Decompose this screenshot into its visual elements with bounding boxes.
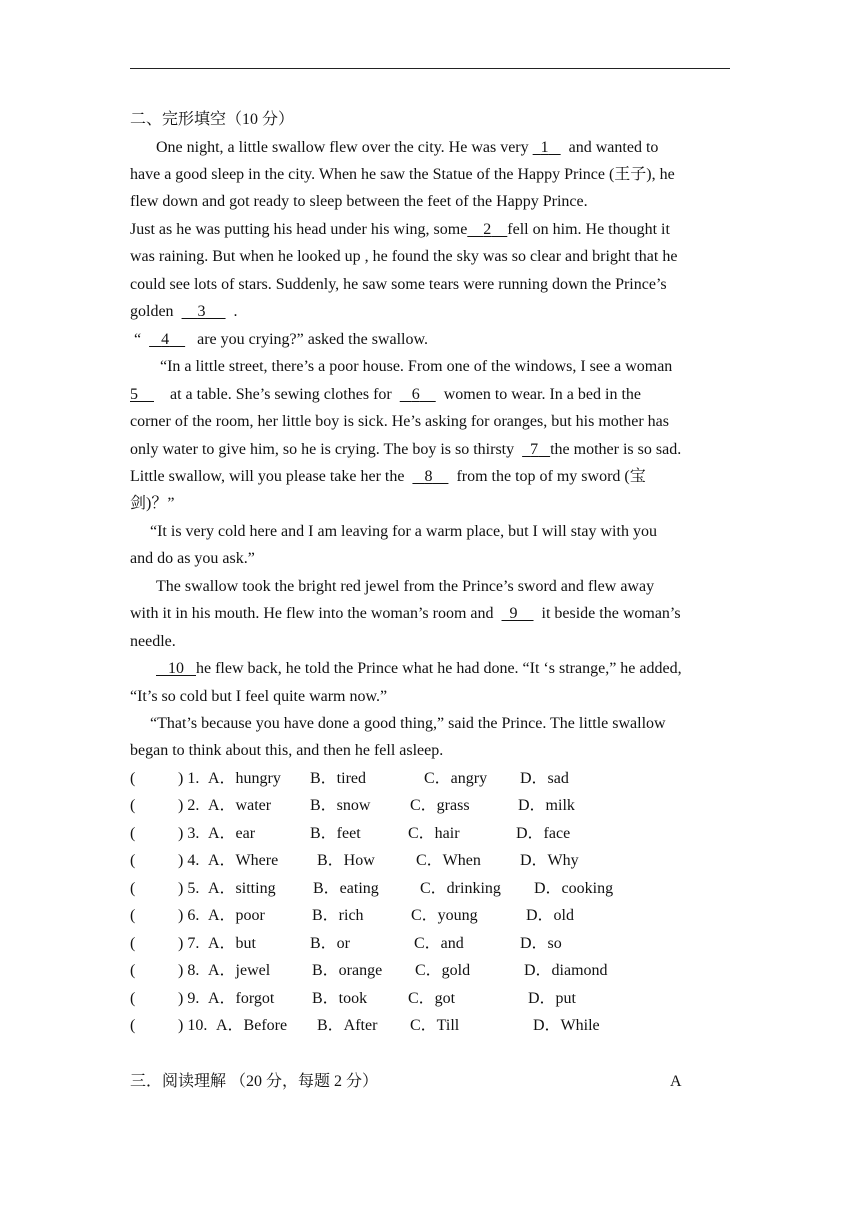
option-c: C．hair xyxy=(408,825,460,842)
option-c: C．got xyxy=(408,990,456,1007)
passage-line: One night, a little swallow flew over the city. He was very 1 and wanted to xyxy=(156,139,659,156)
question-row xyxy=(130,824,750,844)
passage-line: 5 at a table. She’s sewing clothes for 6 women to wear. In a bed in the xyxy=(130,386,641,403)
option-d: D．cooking xyxy=(534,880,614,897)
option-a: A．but xyxy=(208,935,257,952)
passage-line: only water to give him, so he is crying. The boy is so thirsty 7 the mother is so sad. xyxy=(130,441,682,458)
question-number: ) 4. xyxy=(178,852,200,869)
passage-line: have a good sleep in the city. When he saw the Statue of the Happy Prince (王子), he xyxy=(130,166,675,183)
blank-5: 5 xyxy=(130,386,138,403)
question-number: ) 1. xyxy=(178,770,200,787)
option-c: C．angry xyxy=(424,770,488,787)
option-c: C．gold xyxy=(415,962,471,979)
question-row xyxy=(130,851,750,871)
question-row xyxy=(130,1016,750,1036)
question-number: ) 5. xyxy=(178,880,200,897)
question-number: ) 10. xyxy=(178,1017,208,1034)
section2-title: 二、完形填空（10 分） xyxy=(130,111,295,128)
passage-line: 剑)？” xyxy=(130,495,175,512)
option-b: B．rich xyxy=(312,907,364,924)
question-number: ) 7. xyxy=(178,935,200,952)
option-b: B．tired xyxy=(310,770,366,787)
blank-1: 1 xyxy=(540,139,549,156)
option-a: A．Before xyxy=(216,1017,288,1034)
option-b: B．After xyxy=(317,1017,378,1034)
option-a: A．ear xyxy=(208,825,256,842)
option-d: D．diamond xyxy=(524,962,608,979)
passage-line: with it in his mouth. He flew into the woman’s room and 9 it beside the woman’s xyxy=(130,605,681,622)
passage-line: “In a little street, there’s a poor house. From one of the windows, I see a woman xyxy=(160,358,673,375)
option-b: B．snow xyxy=(310,797,371,814)
passage-line: 10 he flew back, he told the Prince what he had done. “It ‘s strange,” he added, xyxy=(156,659,682,679)
option-c: C．When xyxy=(416,852,481,869)
answer-paren-open: ( xyxy=(130,825,136,842)
section3-title: 三．阅读理解 （20 分，每题 2 分） xyxy=(130,1073,379,1090)
answer-paren-open: ( xyxy=(130,1017,136,1034)
option-c: C．grass xyxy=(410,797,470,814)
option-d: D．put xyxy=(528,990,577,1007)
answer-paren-open: ( xyxy=(130,797,136,814)
blank-9: 9 xyxy=(509,605,518,622)
option-a: A．sitting xyxy=(208,880,276,897)
blank-7: 7 xyxy=(530,441,539,458)
answer-paren-open: ( xyxy=(130,852,136,869)
option-b: B．How xyxy=(317,852,375,869)
option-a: A．poor xyxy=(208,907,265,924)
option-c: C．drinking xyxy=(420,880,501,897)
option-d: D．sad xyxy=(520,770,569,787)
blank-8: 8 xyxy=(424,468,433,485)
passage-line: golden 3 . xyxy=(130,303,238,320)
passage-line: Just as he was putting his head under his wing, some 2 fell on him. He thought it xyxy=(130,221,670,238)
option-d: D．so xyxy=(520,935,562,952)
option-d: D．While xyxy=(533,1017,600,1034)
option-d: D．old xyxy=(526,907,575,924)
option-a: A．hungry xyxy=(208,770,281,787)
answer-paren-open: ( xyxy=(130,770,136,787)
header-rule xyxy=(130,68,730,69)
option-c: C．Till xyxy=(410,1017,460,1034)
option-a: A．forgot xyxy=(208,990,275,1007)
option-b: B．or xyxy=(310,935,351,952)
question-number: ) 9. xyxy=(178,990,200,1007)
passage-line: needle. xyxy=(130,633,176,650)
question-number: ) 6. xyxy=(178,907,200,924)
passage-line: and do as you ask.” xyxy=(130,550,255,567)
question-number: ) 2. xyxy=(178,797,200,814)
option-c: C．and xyxy=(414,935,464,952)
option-b: B．feet xyxy=(310,825,361,842)
question-row xyxy=(130,879,750,899)
answer-paren-open: ( xyxy=(130,990,136,1007)
passage-line: began to think about this, and then he fell asleep. xyxy=(130,742,444,759)
question-row xyxy=(130,989,750,1009)
passage-line: flew down and got ready to sleep between the feet of the Happy Prince. xyxy=(130,193,588,210)
blank-10: 10 xyxy=(168,660,184,677)
question-row xyxy=(130,769,750,789)
passage-line: “It is very cold here and I am leaving for a warm place, but I will stay with you xyxy=(150,523,657,540)
question-row xyxy=(130,934,750,954)
answer-paren-open: ( xyxy=(130,962,136,979)
answer-paren-open: ( xyxy=(130,880,136,897)
section3-part-label: A xyxy=(670,1073,682,1090)
question-number: ) 8. xyxy=(178,962,200,979)
option-a: A．jewel xyxy=(208,962,271,979)
passage-line: Little swallow, will you please take her the 8 from the top of my sword (宝 xyxy=(130,468,646,485)
blank-4: 4 xyxy=(161,331,170,348)
passage-line: corner of the room, her little boy is sick. He’s asking for oranges, but his mother has xyxy=(130,413,669,430)
option-b: B．eating xyxy=(313,880,379,897)
option-b: B．orange xyxy=(312,962,383,979)
answer-paren-open: ( xyxy=(130,907,136,924)
option-d: D．face xyxy=(516,825,571,842)
option-b: B．took xyxy=(312,990,368,1007)
passage-line: “ 4 are you crying?” asked the swallow. xyxy=(134,331,428,348)
option-d: D．milk xyxy=(518,797,575,814)
passage-line: “That’s because you have done a good thing,” said the Prince. The little swallow xyxy=(150,715,666,732)
option-a: A．Where xyxy=(208,852,279,869)
option-d: D．Why xyxy=(520,852,579,869)
question-number: ) 3. xyxy=(178,825,200,842)
passage-line: was raining. But when he looked up , he found the sky was so clear and bright that he xyxy=(130,248,678,265)
question-row xyxy=(130,906,750,926)
blank-6: 6 xyxy=(411,386,420,403)
question-row xyxy=(130,796,750,816)
passage-line: “It’s so cold but I feel quite warm now.” xyxy=(130,688,388,705)
passage-line: The swallow took the bright red jewel from the Prince’s sword and flew away xyxy=(156,578,655,595)
blank-3: 3 xyxy=(197,303,206,320)
question-row xyxy=(130,961,750,981)
blank-2: 2 xyxy=(483,221,492,238)
option-a: A．water xyxy=(208,797,272,814)
option-c: C．young xyxy=(411,907,478,924)
answer-paren-open: ( xyxy=(130,935,136,952)
passage-line: could see lots of stars. Suddenly, he saw some tears were running down the Prince’s xyxy=(130,276,667,293)
